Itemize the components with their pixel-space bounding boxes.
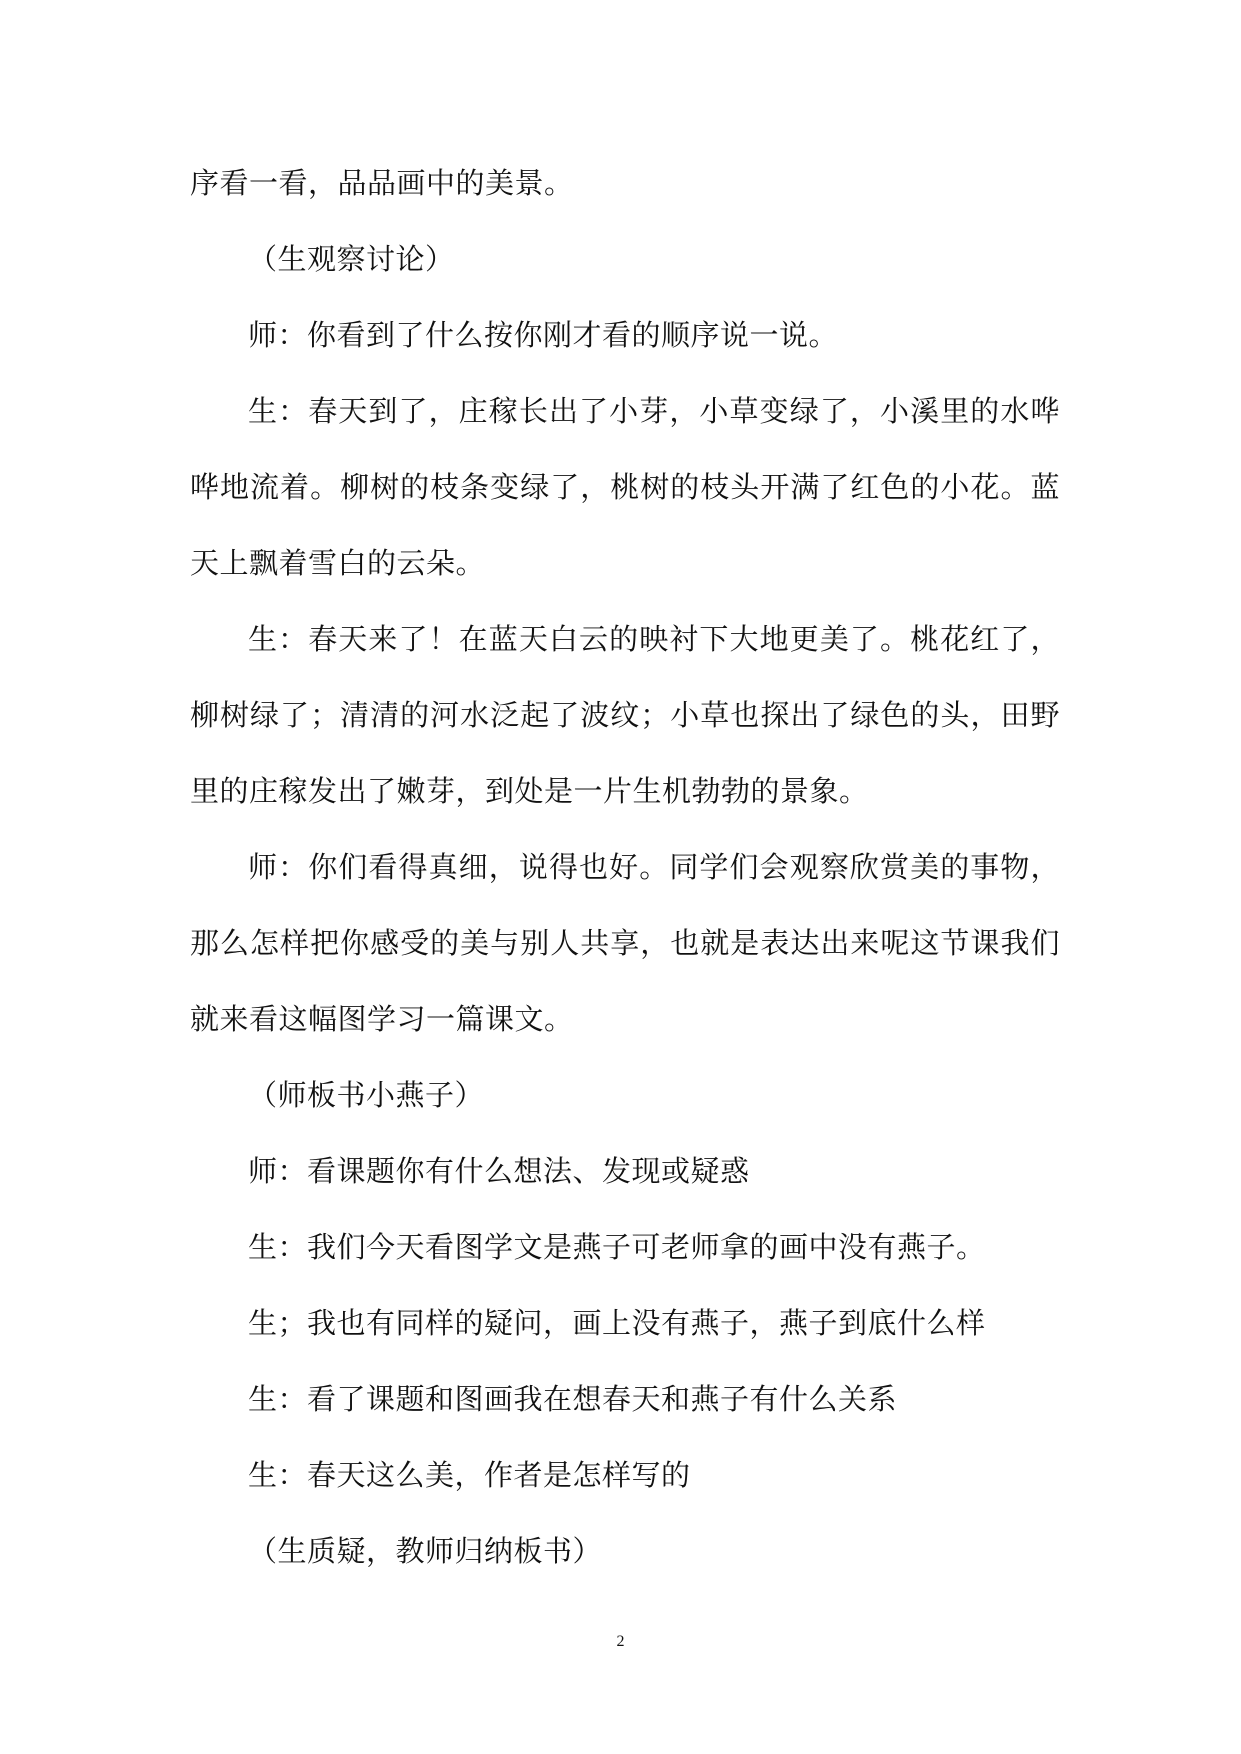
document-body bbox=[190, 145, 1060, 1589]
paragraph-1: 序看一看，品品画中的美景。 bbox=[190, 166, 574, 200]
paragraph-9: 生：我们今天看图学文是燕子可老师拿的画中没有燕子。 bbox=[248, 1230, 986, 1264]
paragraph-4: 生：春天到了，庄稼长出了小芽，小草变绿了，小溪里的水哗哗地流着。柳树的枝条变绿了，桃树的枝头开满了红色的小花。蓝天上飘着雪白的云朵。 bbox=[190, 394, 1060, 580]
paragraph-10: 生；我也有同样的疑问，画上没有燕子，燕子到底什么样 bbox=[248, 1306, 986, 1340]
paragraph-12: 生：春天这么美，作者是怎样写的 bbox=[248, 1458, 691, 1492]
paragraph-2: （生观察讨论） bbox=[248, 242, 455, 276]
paragraph-6: 师：你们看得真细，说得也好。同学们会观察欣赏美的事物，那么怎样把你感受的美与别人共享，也就是表达出来呢这节课我们就来看这幅图学习一篇课文。 bbox=[190, 850, 1060, 1036]
paragraph-8: 师：看课题你有什么想法、发现或疑惑 bbox=[248, 1154, 750, 1188]
paragraph-7: （师板书小燕子） bbox=[248, 1078, 485, 1112]
paragraph-3: 师：你看到了什么按你刚才看的顺序说一说。 bbox=[248, 318, 839, 352]
page-number: 2 bbox=[616, 1633, 625, 1650]
paragraph-5: 生：春天来了！在蓝天白云的映衬下大地更美了。桃花红了，柳树绿了；清清的河水泛起了波纹；小草也探出了绿色的头，田野里的庄稼发出了嫩芽，到处是一片生机勃勃的景象。 bbox=[190, 622, 1060, 808]
paragraph-11: 生：看了课题和图画我在想春天和燕子有什么关系 bbox=[248, 1382, 898, 1416]
paragraph-13: （生质疑，教师归纳板书） bbox=[248, 1534, 603, 1568]
